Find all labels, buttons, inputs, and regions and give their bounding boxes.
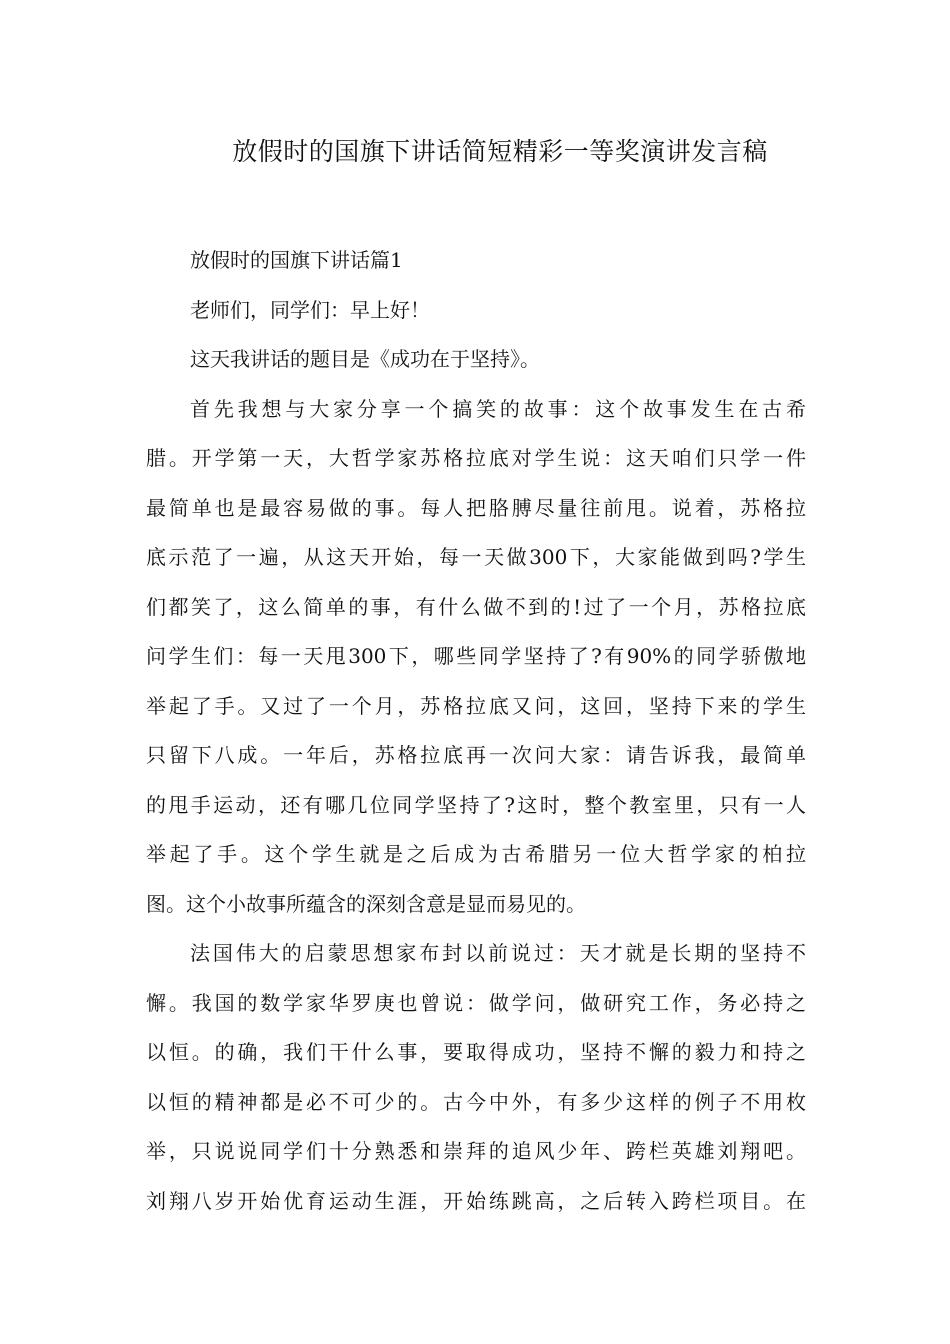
paragraph-line: 的甩手运动，还有哪几位同学坚持了?这时，整个教室里，只有一人 xyxy=(146,792,806,817)
section-heading: 放假时的国旗下讲话篇1 xyxy=(190,248,403,272)
paragraph-line: 举起了手。又过了一个月，苏格拉底又问，这回，坚持下来的学生 xyxy=(146,693,806,718)
paragraph-line: 首先我想与大家分享一个搞笑的故事：这个故事发生在古希 xyxy=(190,396,806,421)
paragraph-line: 问学生们：每一天甩300下，哪些同学坚持了?有90%的同学骄傲地 xyxy=(146,644,806,668)
paragraph-line: 以恒的精神都是必不可少的。古今中外，有多少这样的例子不用枚 xyxy=(146,1089,806,1114)
paragraph-line: 法国伟大的启蒙思想家布封以前说过：天才就是长期的坚持不 xyxy=(190,941,806,965)
paragraph-line: 图。这个小故事所蕴含的深刻含意是显而易见的。 xyxy=(146,891,586,916)
greeting-line: 老师们，同学们：早上好！ xyxy=(190,297,430,322)
document-title: 放假时的国旗下讲话简短精彩一等奖演讲发言稿 xyxy=(232,137,768,166)
paragraph-line: 腊。开学第一天，大哲学家苏格拉底对学生说：这天咱们只学一件 xyxy=(146,446,806,470)
topic-line: 这天我讲话的题目是《成功在于坚持》。 xyxy=(190,347,540,371)
paragraph-line: 举起了手。这个学生就是之后成为古希腊另一位大哲学家的柏拉 xyxy=(146,842,806,866)
document-body xyxy=(146,236,806,1226)
paragraph-line: 最简单也是最容易做的事。每人把胳膊尽量往前甩。说着，苏格拉 xyxy=(146,495,806,520)
paragraph-line: 刘翔八岁开始优育运动生涯，开始练跳高，之后转入跨栏项目。在 xyxy=(146,1188,806,1213)
paragraph-line: 底示范了一遍，从这天开始，每一天做300下，大家能做到吗?学生 xyxy=(146,545,806,569)
paragraph-line: 以恒。的确，我们干什么事，要取得成功，坚持不懈的毅力和持之 xyxy=(146,1040,806,1064)
paragraph-line: 只留下八成。一年后，苏格拉底再一次问大家：请告诉我，最简单 xyxy=(146,743,806,767)
paragraph-line: 们都笑了，这么简单的事，有什么做不到的!过了一个月，苏格拉底 xyxy=(146,594,806,619)
paragraph-line: 懈。我国的数学家华罗庚也曾说：做学问，做研究工作，务必持之 xyxy=(146,990,806,1015)
paragraph-line: 举，只说说同学们十分熟悉和崇拜的追风少年、跨栏英雄刘翔吧。 xyxy=(146,1139,806,1163)
